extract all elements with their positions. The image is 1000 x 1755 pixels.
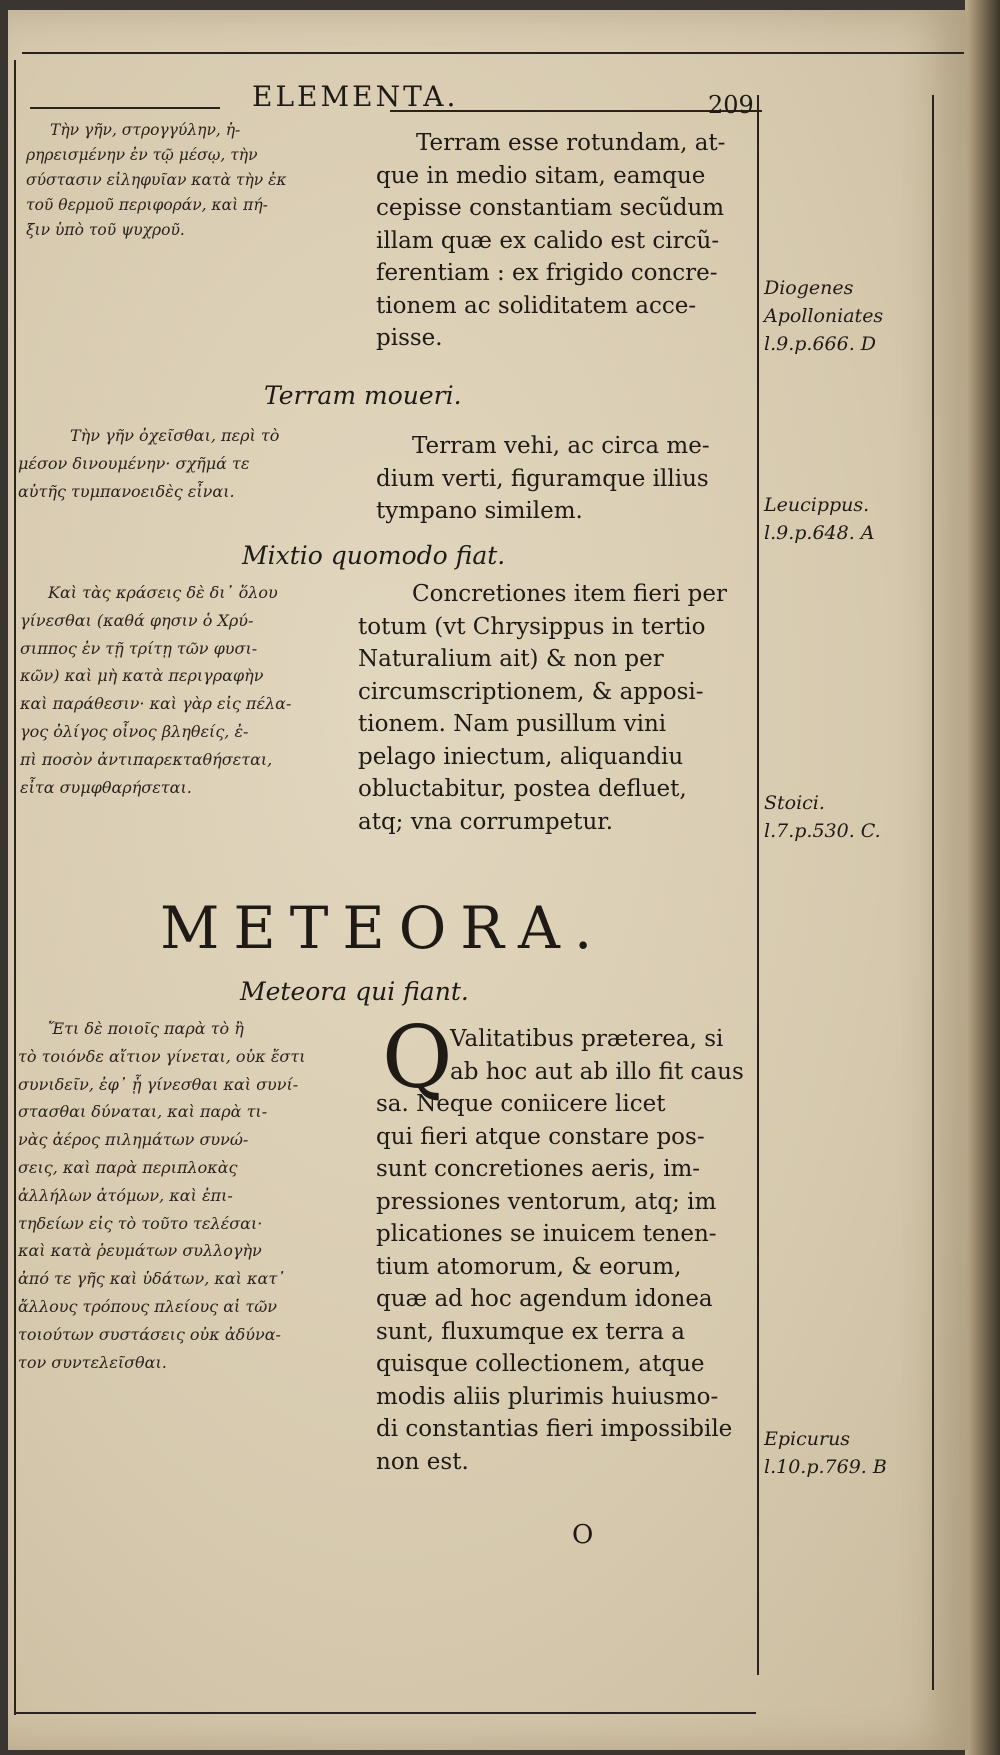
greek-line: εἶτα συμφθαρήσεται. [20,777,192,797]
margin-note-line: Apolloniates [764,305,884,327]
greek-line: Ἔτι δὲ ποιοῖς παρὰ τὸ ἢ [48,1019,244,1038]
latin-line: plicationes se inuicem tenen- [376,1221,717,1247]
latin-line: Concretiones item fieri per [412,581,728,607]
latin-line: tionem. Nam pusillum vini [358,711,667,737]
bottom-frame-line [14,1712,756,1714]
greek-line: Τὴν γῆν, στρογγύλην, ἡ- [50,121,241,139]
latin-line: quæ ad hoc agendum idonea [376,1286,713,1312]
greek-passage-4 [18,1015,305,1376]
margin-note-leucippus [764,491,875,547]
greek-line: καὶ παράθεσιν· καὶ γὰρ εἰς πέλα- [20,694,292,714]
margin-note-stoici [764,789,881,845]
greek-passage-2 [18,422,279,505]
drop-cap: Q [382,1008,453,1108]
header-underline-left [30,107,220,109]
greek-line: Τὴν γῆν ὀχεῖσθαι, περὶ τὸ [70,426,280,445]
latin-line: sunt, fluxumque ex terra a [376,1318,685,1345]
margin-note-line: l.10.p.769. B [764,1456,887,1478]
latin-line: sa. Neque coniicere licet [376,1091,666,1117]
greek-line: σεις, καὶ παρὰ περιπλοκὰς [18,1157,238,1177]
margin-note-line: Stoici. [764,792,825,814]
greek-line: μέσον δινουμένην· σχῆμά τε [18,453,250,473]
margin-note-line: Diogenes [764,277,854,299]
latin-line: quisque collectionem, atque [376,1351,705,1377]
latin-line: modis aliis plurimis huiusmo- [376,1383,719,1410]
latin-line: Terram vehi, ac circa me- [412,433,710,459]
latin-line: obluctabitur, postea defluet, [358,776,687,802]
greek-line: κῶν) καὶ μὴ κατὰ περιγραφὴν [20,666,264,686]
latin-line: tium atomorum, & eorum, [376,1253,682,1280]
greek-line: αὐτῆς τυμπανοειδὲς εἶναι. [18,481,235,501]
latin-line: qui fieri atque constare pos- [376,1123,705,1150]
outer-margin-rule [932,95,934,1690]
greek-line: τοιούτων συστάσεις οὐκ ἀδύνα- [18,1324,281,1344]
greek-line: ἀλλήλων ἀτόμων, καὶ ἐπι- [18,1185,233,1205]
greek-line: ἄλλους τρόπους πλείους αἱ τῶν [18,1296,278,1316]
main-column-rule [757,95,759,1675]
latin-passage-2 [376,430,710,528]
latin-line: Naturalium ait) & non per [358,646,664,672]
running-title: ELEMENTA. [252,80,459,113]
latin-line: dium verti, figuramque illius [376,465,709,492]
greek-line: σύστασιν εἰληφυῖαν κατὰ τὴν ἐκ [26,171,287,189]
left-frame-line [14,60,16,1715]
latin-line: Terram esse rotundam, at- [416,130,726,156]
greek-line: ρηρεισμένην ἐν τῷ μέσῳ, τὴν [26,146,258,164]
greek-line: συνιδεῖν, ἐφ᾽ ᾗ γίνεσθαι καὶ συνί- [18,1074,299,1094]
greek-passage-3 [20,579,291,801]
greek-line: νὰς ἀέρος πιλημάτων συνώ- [18,1130,249,1150]
latin-line: di constantias fieri impossibile [376,1416,733,1442]
book-edge [965,0,1000,1755]
latin-passage-1 [376,127,725,355]
margin-note-diogenes [764,274,883,358]
greek-line: γίνεσθαι (καθά φησιν ὁ Χρύ- [20,610,254,630]
margin-note-line: l.7.p.530. C. [764,820,881,842]
margin-note-line: Leucippus. [764,494,870,516]
latin-passage-3 [358,578,727,838]
latin-line: tionem ac soliditatem acce- [376,292,697,319]
signature-mark: O [572,1520,594,1550]
latin-line: Valitatibus præterea, si [450,1026,724,1052]
latin-line: sunt concretiones aeris, im- [376,1156,701,1182]
chapter-title: METEORA. [160,894,607,962]
latin-line: circumscriptionem, & apposi- [358,678,704,705]
greek-line: σιππος ἐν τῇ τρίτῃ τῶν φυσι- [20,638,258,658]
latin-line: que in medio sitam, eamque [376,162,706,189]
top-rule [22,52,964,54]
margin-note-line: l.9.p.666. D [764,333,877,355]
section-title-mixtio: Mixtio quomodo fiat. [242,541,506,570]
latin-passage-4 [376,1023,744,1478]
latin-line: cepisse constantiam secũdum [376,195,725,221]
greek-line: τον συντελεῖσθαι. [18,1352,167,1372]
greek-line: πὶ ποσὸν ἀντιπαρεκταθήσεται, [20,749,273,769]
latin-line: pisse. [376,325,443,351]
latin-line: tympano similem. [376,498,583,524]
latin-line: pelago iniectum, aliquandiu [358,743,684,770]
margin-note-epicurus [764,1425,887,1481]
margin-note-line: Epicurus [764,1428,851,1450]
margin-note-line: l.9.p.648. A [764,522,875,544]
latin-line: non est. [376,1448,469,1475]
latin-line: pressiones ventorum, atq; im [376,1188,717,1215]
latin-line: ferentiam : ex frigido concre- [376,260,718,286]
greek-line: τοῦ θερμοῦ περιφοράν, καὶ πή- [26,196,268,214]
section-title-meteora: Meteora qui fiant. [240,977,469,1006]
page-number: 209 [708,91,754,119]
greek-line: τηδείων εἰς τὸ τοῦτο τελέσαι· [18,1213,263,1233]
latin-line: totum (vt Chrysippus in tertio [358,613,706,640]
greek-line: στασθαι δύναται, καὶ παρὰ τι- [18,1102,268,1122]
section-title-terram-moueri: Terram moueri. [264,381,462,410]
greek-line: Καὶ τὰς κράσεις δὲ δι᾽ ὅλου [48,583,278,602]
latin-line: atq; vna corrumpetur. [358,808,614,835]
greek-line: ἀπό τε γῆς καὶ ὑδάτων, καὶ κατ᾽ [18,1269,286,1289]
greek-line: τὸ τοιόνδε αἴτιον γίνεται, οὐκ ἔστι [18,1046,306,1066]
greek-line: καὶ κατὰ ῥευμάτων συλλογὴν [18,1241,262,1261]
latin-line: illam quæ ex calido est circũ- [376,227,720,254]
latin-line: ab hoc aut ab illo fit caus [450,1058,744,1085]
greek-line: γος ὀλίγος οἶνος βληθείς, ἐ- [20,721,249,741]
greek-line: ξιν ὑπὸ τοῦ ψυχροῦ. [26,221,185,239]
greek-passage-1 [26,118,287,243]
